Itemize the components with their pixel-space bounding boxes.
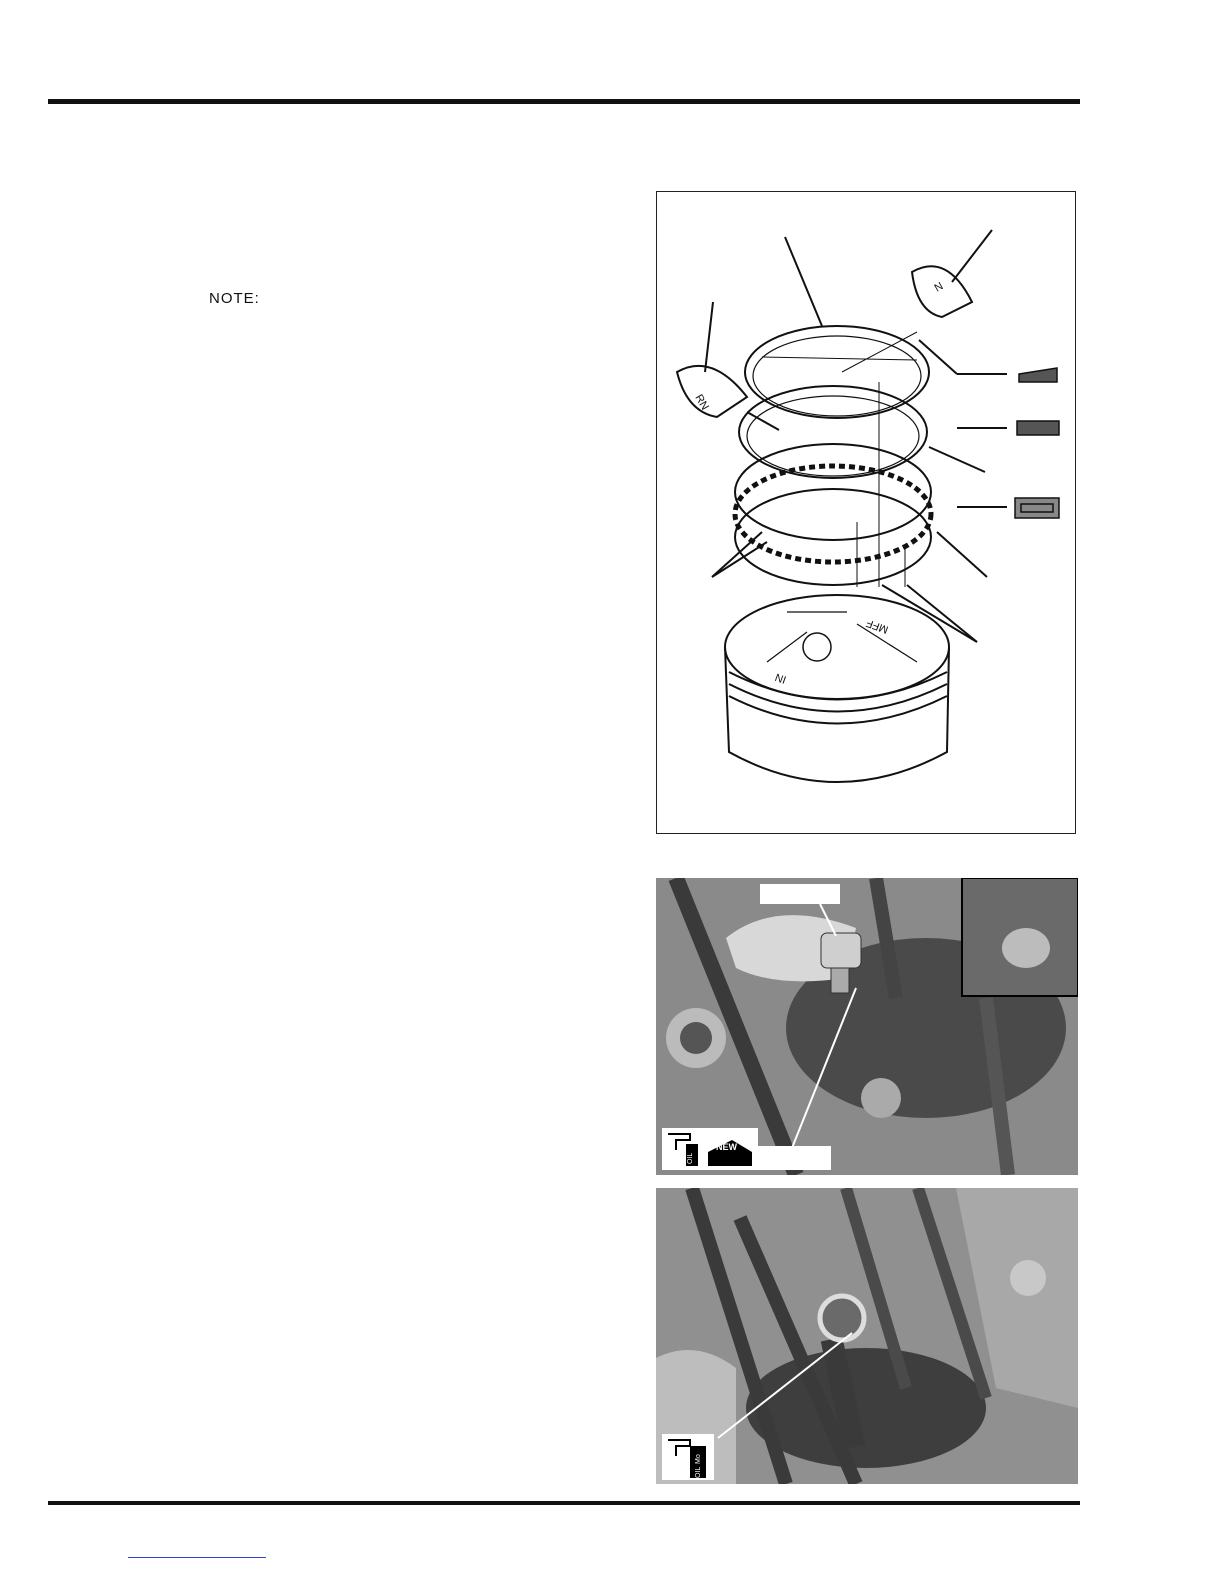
footer-rule: [48, 1501, 1080, 1505]
cylinder-dowel-image: [656, 878, 1078, 1175]
oil-icon-label: OIL: [687, 1152, 694, 1164]
piston-skirt: [725, 647, 949, 782]
mo-oil-icon-label: OIL: [695, 1466, 702, 1478]
piston-ring-drawing: [657, 192, 1077, 835]
piston-ring-diagram: [656, 191, 1076, 834]
piston-exhaust-mark: MFF: [864, 616, 891, 636]
oil-ring-upper-rail: [735, 444, 931, 540]
cylinder-dowel-photo: [656, 878, 1078, 1175]
oil-ring-lower-rail: [735, 489, 931, 585]
new-icon-label: NEW: [716, 1142, 737, 1152]
piston-intake-mark: IN: [773, 670, 789, 686]
footer-link-underline[interactable]: [128, 1557, 266, 1558]
header-rule: [48, 99, 1080, 104]
top-ring-mark: N: [932, 280, 946, 295]
note-label: NOTE:: [209, 290, 260, 307]
connecting-rod-photo: [656, 1188, 1078, 1484]
second-ring-mark: RN: [692, 392, 711, 413]
oil-ring-spacer: [735, 466, 931, 562]
mo-icon-label: Mo: [695, 1454, 702, 1464]
piston-crown: [725, 595, 949, 699]
connecting-rod-image: [656, 1188, 1078, 1484]
